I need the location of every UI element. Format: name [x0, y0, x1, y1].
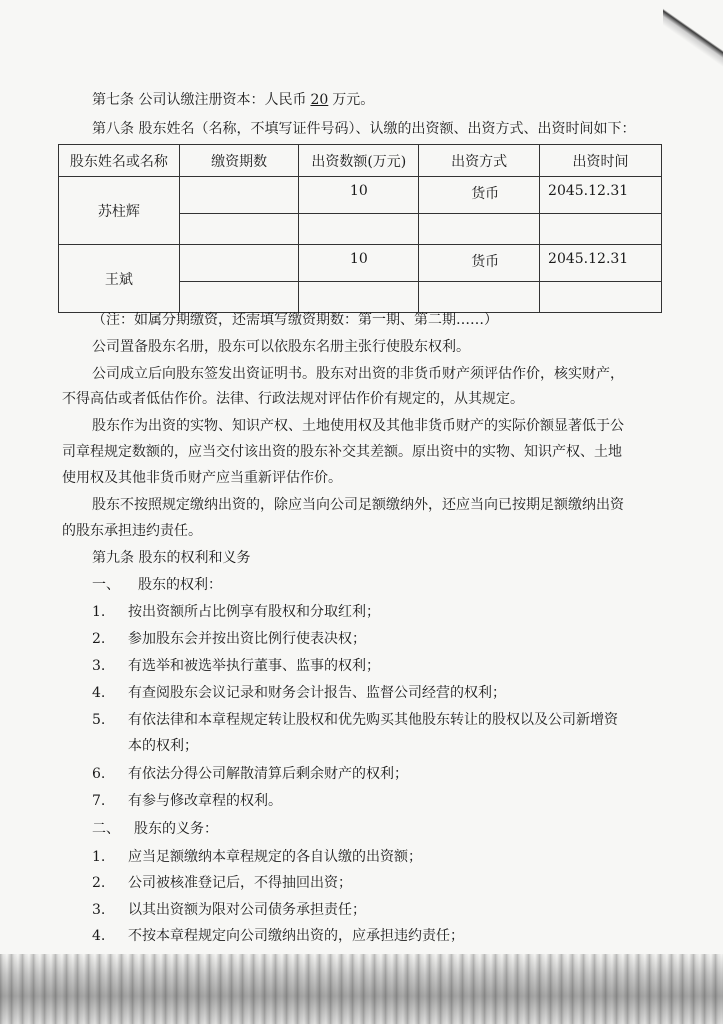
contribution-date: 2045.12.31 — [540, 245, 662, 282]
article-7 — [92, 91, 374, 109]
table-cell — [179, 245, 299, 282]
table-header: 股东姓名或名称 — [59, 145, 180, 177]
shareholder-table — [58, 144, 662, 313]
article-8: 第八条 股东姓名（名称，不填写证件号码）、认缴的出资额、出资方式、出资时间如下： — [92, 121, 636, 137]
rights-item-continued: 本的权利； — [128, 738, 198, 754]
table-header: 出资时间 — [540, 145, 662, 177]
table-cell — [179, 177, 299, 214]
duties-item: 应当足额缴纳本章程规定的各自认缴的出资额； — [128, 849, 422, 865]
rights-item: 参加股东会并按出资比例行使表决权； — [128, 631, 366, 647]
shareholder-name: 苏柱辉 — [59, 177, 180, 245]
rights-item: 按出资额所占比例享有股权和分取红利； — [128, 604, 380, 620]
rights-item-number: 4. — [92, 685, 106, 701]
table-cell — [299, 214, 419, 245]
table-cell — [179, 282, 299, 313]
contribution-method: 货币 — [419, 245, 540, 282]
paragraph-line: 公司置备股东名册，股东可以依股东名册主张行使股东权利。 — [92, 339, 470, 355]
rights-item-number: 1. — [92, 604, 106, 620]
contribution-method: 货币 — [419, 177, 540, 214]
paragraph-line: 司章程规定数额的，应当交付该出资的股东补交其差额。原出资中的实物、知识产权、土地 — [62, 444, 622, 460]
paragraph-line: 的股东承担违约责任。 — [62, 523, 202, 539]
rights-heading: 股东的权利： — [138, 577, 222, 593]
contribution-date: 2045.12.31 — [540, 177, 662, 214]
rights-item: 有查阅股东会议记录和财务会计报告、监督公司经营的权利； — [128, 685, 506, 701]
paragraph-line: 不得高估或者低估作价。法律、行政法规对评估作价有规定的，从其规定。 — [62, 391, 524, 407]
rights-item-number: 7. — [92, 793, 106, 809]
table-row — [59, 245, 662, 282]
table-header: 出资数额(万元) — [299, 145, 419, 177]
contribution-amount: 10 — [299, 245, 419, 282]
article-9-title: 第九条 股东的权利和义务 — [92, 550, 251, 566]
rights-item-number: 3. — [92, 658, 106, 674]
duties-heading-number: 二、 — [92, 821, 120, 837]
duties-item-number: 2. — [92, 875, 106, 891]
paragraph-line: 股东作为出资的实物、知识产权、土地使用权及其他非货币财产的实际价额显著低于公 — [92, 418, 624, 434]
table-header-row — [59, 145, 662, 177]
duties-heading: 股东的义务： — [134, 821, 218, 837]
table-cell — [540, 214, 662, 245]
duties-item: 不按本章程规定向公司缴纳出资的，应承担违约责任； — [128, 928, 464, 944]
rights-item: 有依法分得公司解散清算后剩余财产的权利； — [128, 766, 408, 782]
rights-item-number: 2. — [92, 631, 106, 647]
table-cell — [299, 282, 419, 313]
table-header: 缴资期数 — [179, 145, 299, 177]
paragraph-line: 股东不按照规定缴纳出资的，除应当向公司足额缴纳外，还应当向已按期足额缴纳出资 — [92, 497, 624, 513]
duties-item: 以其出资额为限对公司债务承担责任； — [128, 902, 366, 918]
table-cell — [540, 282, 662, 313]
registered-capital-amount: 20 — [310, 92, 329, 108]
installment-note: （注：如属分期缴资，还需填写缴资期数：第一期、第二期……） — [92, 312, 498, 328]
paragraph-line: 使用权及其他非货币财产应当重新评估作价。 — [62, 470, 342, 486]
rights-heading-number: 一、 — [92, 577, 120, 593]
table-cell — [419, 214, 540, 245]
article-7-suffix: 万元。 — [332, 92, 375, 108]
table-cell — [179, 214, 299, 245]
scan-artifact-band — [0, 954, 723, 1024]
duties-item-number: 1. — [92, 849, 106, 865]
duties-item-number: 4. — [92, 928, 106, 944]
table-row — [59, 177, 662, 214]
table-cell — [419, 282, 540, 313]
page-corner-fold — [663, 0, 723, 70]
article-7-prefix: 第七条 公司认缴注册资本：人民币 — [92, 92, 307, 108]
contribution-amount: 10 — [299, 177, 419, 214]
rights-item: 有依法律和本章程规定转让股权和优先购买其他股东转让的股权以及公司新增资 — [128, 712, 618, 728]
paragraph-line: 公司成立后向股东签发出资证明书。股东对出资的非货币财产须评估作价，核实财产， — [92, 366, 624, 382]
rights-item-number: 5. — [92, 712, 106, 728]
duties-item-number: 3. — [92, 902, 106, 918]
table-header: 出资方式 — [419, 145, 540, 177]
rights-item-number: 6. — [92, 766, 106, 782]
rights-item: 有参与修改章程的权利。 — [128, 793, 282, 809]
rights-item: 有选举和被选举执行董事、监事的权利； — [128, 658, 380, 674]
shareholder-name: 王斌 — [59, 245, 180, 313]
duties-item: 公司被核准登记后，不得抽回出资； — [128, 875, 352, 891]
